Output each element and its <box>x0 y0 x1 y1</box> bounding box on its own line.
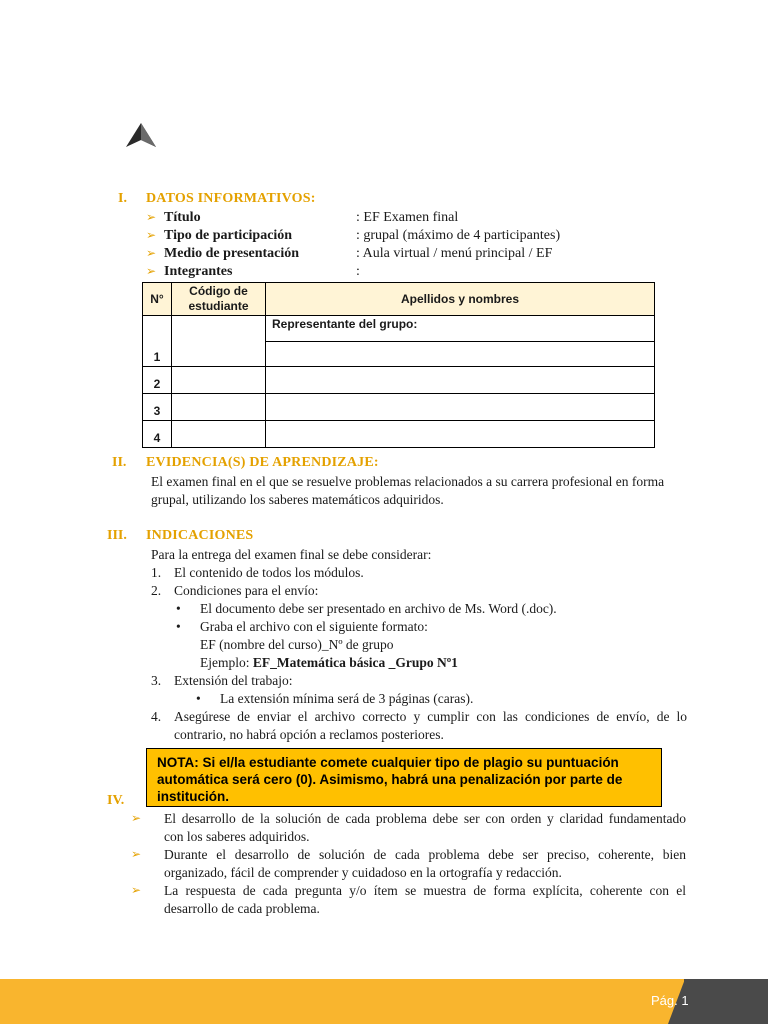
student-code-cell[interactable] <box>172 316 266 367</box>
sub-bullet <box>176 600 557 618</box>
section-number: IV. <box>107 793 125 808</box>
nota-warning-box: NOTA: Si el/la estudiante comete cualquier tipo de plagio su puntuación automática será cero (0). Asimismo, habrá una penalización por parte de institución. <box>146 748 662 807</box>
section-title: INDICACIONES <box>146 528 254 543</box>
logo <box>126 123 156 149</box>
info-label: Título <box>164 210 201 225</box>
header-names: Apellidos y nombres <box>266 283 655 316</box>
evidencia-text <box>151 473 691 508</box>
student-code-cell[interactable] <box>172 367 266 394</box>
names-cell[interactable] <box>266 367 655 394</box>
names-cell[interactable] <box>266 421 655 448</box>
example-line <box>200 654 458 672</box>
info-value: : grupal (máximo de 4 participantes) <box>356 228 561 243</box>
text-line: El examen final en el que se resuelve problemas relacionados a su carrera profesional en forma <box>151 474 665 489</box>
section-number: I. <box>118 191 127 206</box>
info-row <box>146 245 666 262</box>
arrow-bullet-icon: ➢ <box>131 883 142 897</box>
sub-bullet-text: Graba el archivo con el siguiente formato: <box>200 619 428 634</box>
header-number: N° <box>143 283 172 316</box>
arrow-bullet-icon: ➢ <box>146 210 157 224</box>
criterio-item <box>131 846 686 881</box>
criterio-item <box>131 810 686 845</box>
text-line: grupal, utilizando los saberes matemáticos adquiridos. <box>151 491 444 507</box>
sub-bullet <box>196 690 474 708</box>
names-cell[interactable] <box>266 342 655 367</box>
info-row <box>146 227 666 244</box>
arrow-bullet-icon: ➢ <box>146 264 157 278</box>
row-number: 4 <box>143 421 172 448</box>
row-number: 1 <box>143 316 172 367</box>
list-number: 2. <box>151 583 162 598</box>
list-number: 4. <box>151 709 162 724</box>
info-value: : <box>356 264 360 279</box>
criterio-text: La respuesta de cada pregunta y/o ítem se muestra de forma explícita, coherente con el <box>164 883 686 898</box>
sub-bullet <box>176 618 428 636</box>
bullet-icon: • <box>196 691 201 706</box>
page-number: Pág. 1 <box>651 993 689 1008</box>
list-item <box>151 708 687 742</box>
sub-bullet-text: La extensión mínima será de 3 páginas (caras). <box>220 691 474 706</box>
info-row <box>146 209 666 226</box>
list-number: 3. <box>151 673 162 688</box>
example-label: Ejemplo: <box>200 655 250 670</box>
footer-page-block <box>684 979 768 1024</box>
criterio-text: desarrollo de cada problema. <box>164 900 320 916</box>
list-item <box>151 564 364 582</box>
list-item-text: El contenido de todos los módulos. <box>174 565 364 580</box>
header-code: Código de estudiante <box>172 283 266 316</box>
table-row <box>143 394 655 421</box>
table-row <box>143 316 655 342</box>
example-value: EF_Matemática básica _Grupo Nº1 <box>252 655 458 670</box>
criterio-text: El desarrollo de la solución de cada problema debe ser con orden y claridad fundamentado <box>164 811 686 826</box>
criterio-text: organizado, fácil de comprender y cuidadoso en la ortografía y redacción. <box>164 864 562 880</box>
list-item <box>151 672 293 690</box>
bullet-icon: • <box>176 601 181 616</box>
info-label: Integrantes <box>164 264 233 279</box>
info-row <box>146 263 666 280</box>
arrow-bullet-icon: ➢ <box>146 246 157 260</box>
list-item <box>151 582 319 600</box>
criterio-text: con los saberes adquiridos. <box>164 828 310 844</box>
student-code-cell[interactable] <box>172 394 266 421</box>
representante-label: Representante del grupo: <box>266 316 655 342</box>
info-value: : EF Examen final <box>356 210 459 225</box>
info-label: Tipo de participación <box>164 228 293 243</box>
section-number: II. <box>112 455 127 470</box>
section-title: DATOS INFORMATIVOS: <box>146 191 316 206</box>
student-code-cell[interactable] <box>172 421 266 448</box>
arrow-bullet-icon: ➢ <box>131 811 142 825</box>
section-number: III. <box>107 528 127 543</box>
indicaciones-intro: Para la entrega del examen final se debe considerar: <box>151 547 432 562</box>
info-label: Medio de presentación <box>164 246 300 261</box>
bullet-icon: • <box>176 619 181 634</box>
members-table <box>142 282 655 448</box>
list-item-text: contrario, no habrá opción a reclamos posteriores. <box>174 726 444 742</box>
criterio-text: Durante el desarrollo de solución de cada problema debe ser preciso, coherente, bien <box>164 847 686 862</box>
list-item-text: Condiciones para el envío: <box>174 583 319 598</box>
table-row <box>143 367 655 394</box>
list-item-text: Extensión del trabajo: <box>174 673 293 688</box>
table-row <box>143 421 655 448</box>
arrow-bullet-icon: ➢ <box>146 228 157 242</box>
info-value: : Aula virtual / menú principal / EF <box>356 246 553 261</box>
arrow-bullet-icon: ➢ <box>131 847 142 861</box>
table-header-row <box>143 283 655 316</box>
names-cell[interactable] <box>266 394 655 421</box>
list-item-text: Asegúrese de enviar el archivo correcto y cumplir con las condiciones de envío, de lo <box>174 709 687 724</box>
row-number: 3 <box>143 394 172 421</box>
row-number: 2 <box>143 367 172 394</box>
sub-bullet-text: El documento debe ser presentado en archivo de Ms. Word (.doc). <box>200 601 557 616</box>
format-line: EF (nombre del curso)_Nº de grupo <box>200 637 394 652</box>
criterio-item <box>131 882 686 917</box>
list-number: 1. <box>151 565 162 580</box>
section-title: EVIDENCIA(S) DE APRENDIZAJE: <box>146 455 379 470</box>
